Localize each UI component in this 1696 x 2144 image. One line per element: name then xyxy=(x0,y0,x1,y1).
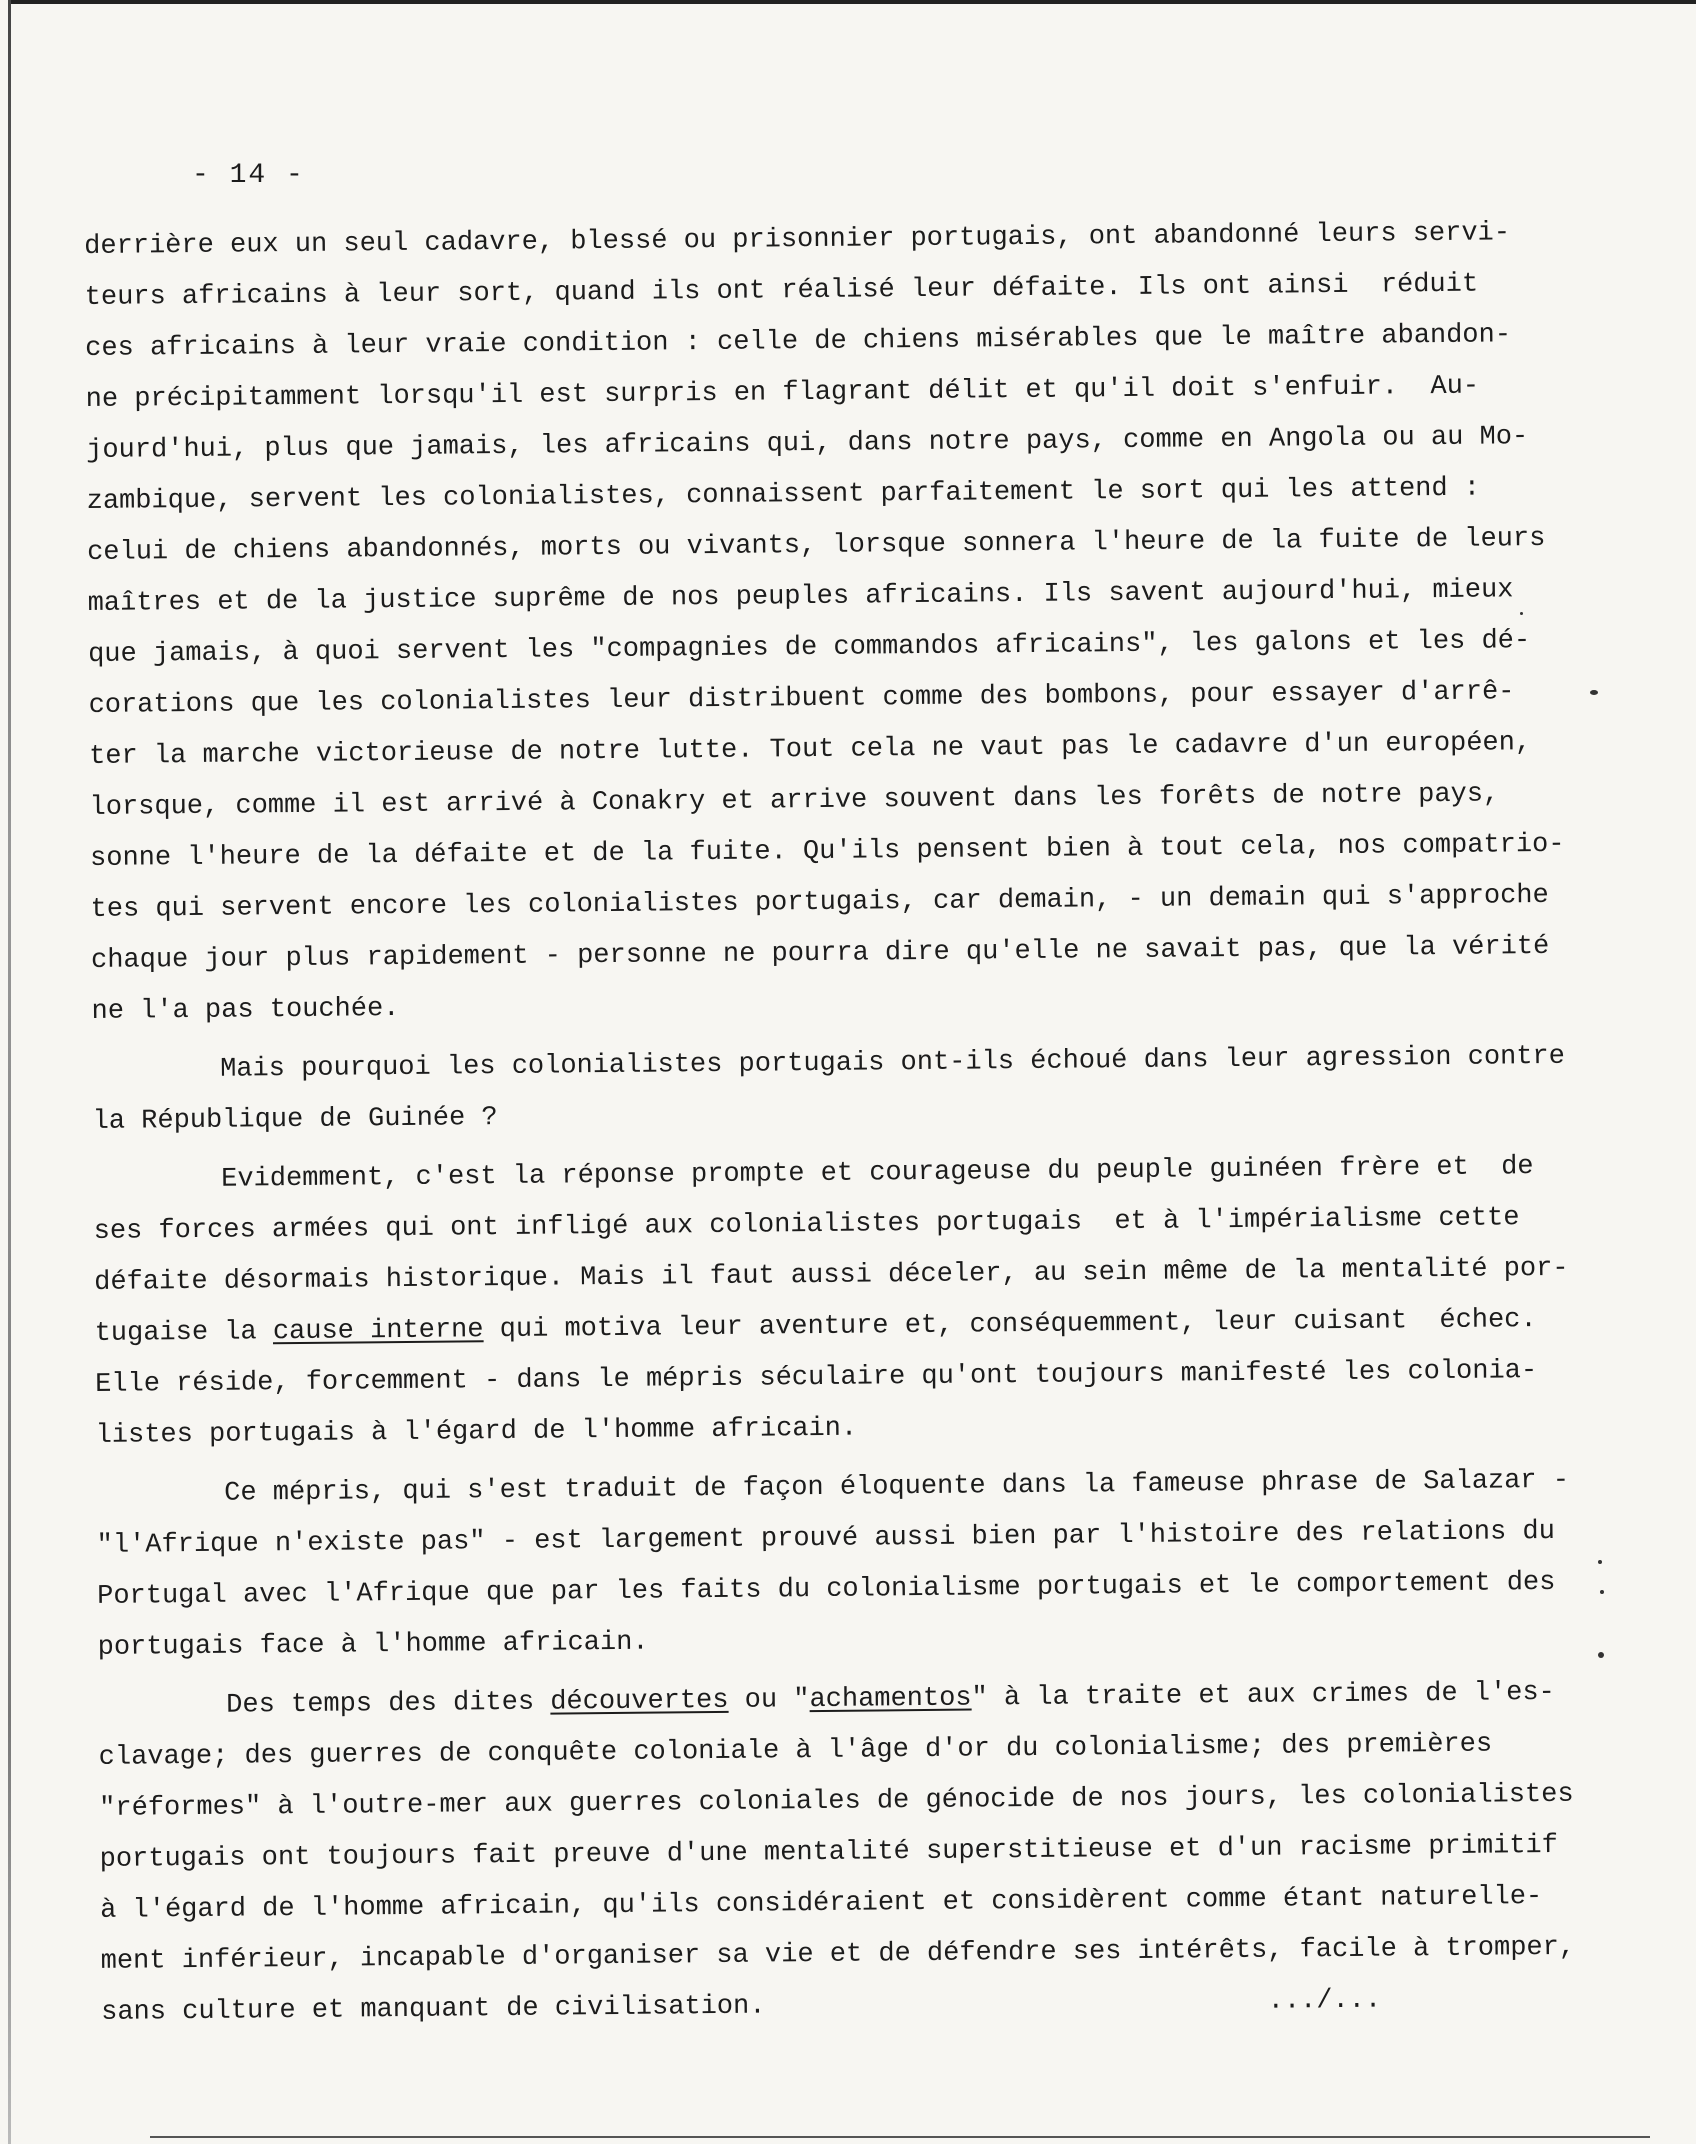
text-line: "l'Afrique n'existe pas" - est largement prouvé aussi bien par l'histoire des relations du xyxy=(96,1516,1556,1561)
text-line: Mais pourquoi les colonialistes portugais ont-ils échoué dans leur agression contre xyxy=(219,1041,1566,1085)
continuation-marker: .../... xyxy=(1267,1985,1382,2017)
paragraph-1 xyxy=(84,208,1572,1038)
scan-border-top xyxy=(8,0,1696,4)
text-line: jourd'hui, plus que jamais, les africains qui, dans notre pays, comme en Angola ou au Mo- xyxy=(86,422,1529,466)
text-line: celui de chiens abandonnés, morts ou vivants, lorsque sonnera l'heure de la fuite de leurs xyxy=(87,523,1546,568)
text-line: ment inférieur, incapable d'organiser sa vie et de défendre ses intérêts, facile à tromper, xyxy=(100,1932,1576,1977)
text-line: "réformes" à l'outre-mer aux guerres coloniales de génocide de nos jours, les colonialistes xyxy=(99,1779,1574,1824)
text-line: portugais ont toujours fait preuve d'une mentalité superstitieuse et d'un racisme primitif xyxy=(99,1830,1559,1875)
text-segment: ou " xyxy=(728,1685,810,1716)
text-line: à l'égard de l'homme africain, qu'ils considéraient et considèrent comme étant naturelle- xyxy=(100,1882,1543,1926)
text-line: clavage; des guerres de conquête coloniale à l'âge d'or du colonialisme; des premières xyxy=(98,1729,1493,1773)
text-line: chaque jour plus rapidement - personne ne pourra dire qu'elle ne savait pas, que la vérité xyxy=(90,931,1550,976)
text-segment: qui motiva leur aventure et, conséquemment, leur cuisant échec. xyxy=(483,1305,1537,1346)
text-line: teurs africains à leur sort, quand ils ont réalisé leur défaite. Ils ont ainsi réduit xyxy=(84,269,1479,313)
paragraph-4 xyxy=(96,1456,1578,1674)
text-line: ces africains à leur vraie condition : celle de chiens misérables que le maître abandon- xyxy=(85,320,1512,364)
text-line: ne précipitamment lorsqu'il est surpris en flagrant délit et qu'il doit s'enfuir. Au- xyxy=(85,371,1480,415)
underlined-phrase: découvertes xyxy=(550,1685,729,1718)
paragraph-5 xyxy=(98,1668,1581,2039)
text-line: sonne l'heure de la défaite et de la fuite. Qu'ils pensent bien à tout cela, nos compatrio- xyxy=(89,829,1565,874)
underlined-phrase: cause interne xyxy=(272,1315,484,1348)
scan-speck xyxy=(1590,690,1598,695)
page-number: - 14 - xyxy=(192,160,305,191)
text-line: portugais face à l'homme africain. xyxy=(97,1627,649,1663)
text-line: zambique, servent les colonialistes, connaissent parfaitement le sort qui les attend : xyxy=(86,473,1481,517)
text-line: Elle réside, forcemment - dans le mépris séculaire qu'ont toujours manifesté les colonia- xyxy=(95,1356,1538,1400)
scan-border-left xyxy=(8,0,11,2144)
underlined-phrase: achamentos xyxy=(809,1683,972,1716)
scan-border-bottom xyxy=(150,2136,1650,2138)
scan-speck xyxy=(1598,1652,1604,1658)
text-line: que jamais, à quoi servent les "compagnies de commandos africains", les galons et les dé- xyxy=(88,626,1531,670)
text-line: Evidemment, c'est la réponse prompte et courageuse du peuple guinéen frère et de xyxy=(221,1152,1534,1195)
text-line: Ce mépris, qui s'est traduit de façon éloquente dans la fameuse phrase de Salazar - xyxy=(224,1465,1570,1509)
text-line: défaite désormais historique. Mais il faut aussi déceler, au sein même de la mentalité por- xyxy=(94,1253,1569,1298)
scan-speck xyxy=(1600,1590,1604,1594)
text-line: corations que les colonialistes leur distribuent comme des bombons, pour essayer d'arrê- xyxy=(88,677,1515,721)
text-line: tes qui servent encore les colonialistes portugais, car demain, - un demain qui s'approche xyxy=(90,880,1549,925)
text-segment: tugaise la xyxy=(94,1317,274,1349)
text-line: maîtres et de la justice suprême de nos peuples africains. Ils savent aujourd'hui, mieux xyxy=(87,575,1514,619)
document-body xyxy=(84,208,1581,2039)
text-line: Portugal avec l'Afrique que par les faits du colonialisme portugais et le comportement des xyxy=(97,1567,1556,1612)
paragraph-2 xyxy=(92,1032,1573,1148)
text-line: ter la marche victorieuse de notre lutte. Tout cela ne vaut pas le cadavre d'un européen, xyxy=(88,728,1532,772)
text-line: listes portugais à l'égard de l'homme africain. xyxy=(95,1413,858,1451)
text-line: ses forces armées qui ont infligé aux colonialistes portugais et à l'impérialisme cette xyxy=(93,1203,1520,1247)
text-segment: Des temps des dites xyxy=(226,1687,551,1721)
text-line: la République de Guinée ? xyxy=(92,1103,498,1137)
text-segment: " à la traite et aux crimes de l'es- xyxy=(971,1677,1555,1714)
paragraph-3 xyxy=(93,1142,1576,1462)
text-line: derrière eux un seul cadavre, blessé ou prisonnier portugais, ont abandonné leurs servi- xyxy=(84,218,1511,262)
text-line: lorsque, comme il est arrivé à Conakry et arrive souvent dans les forêts de notre pays, xyxy=(89,779,1500,823)
scan-speck xyxy=(1598,1560,1602,1564)
text-segment: sans culture et manquant de civilisation. xyxy=(101,1991,766,2028)
text-line: ne l'a pas touchée. xyxy=(91,994,400,1027)
